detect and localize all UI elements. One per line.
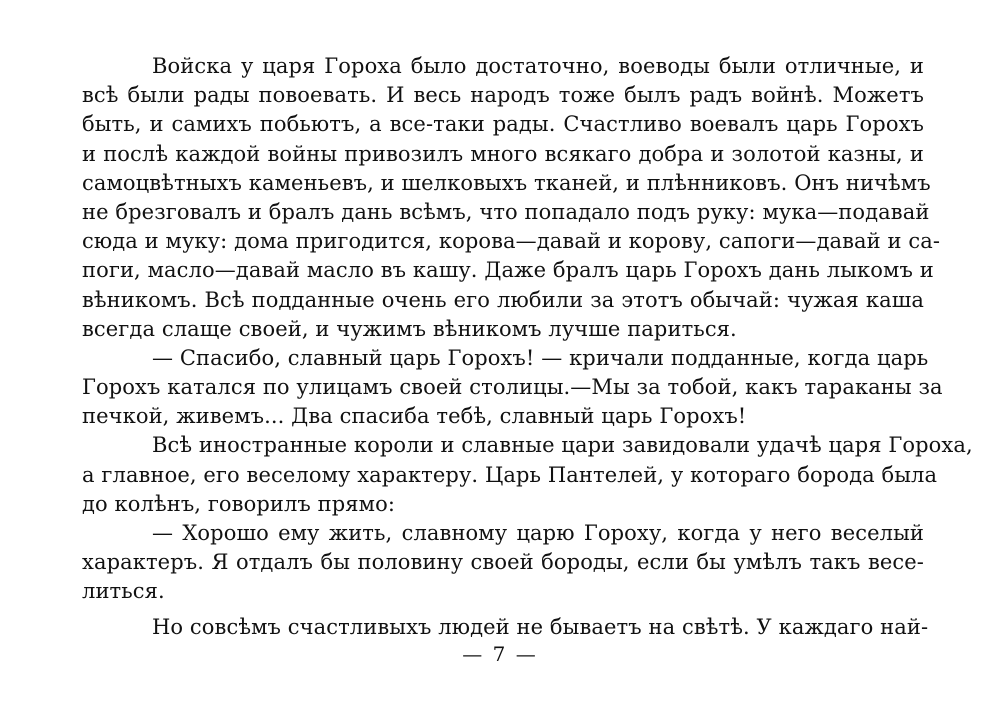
text-line: до колѣнъ, говорилъ прямо: xyxy=(82,491,395,516)
text-line: не брезговалъ и бралъ дань всѣмъ, что попадало подъ руку: мука—подавай xyxy=(82,199,930,224)
text-line: всѣ были рады повоевать. И весь народъ тоже былъ радъ войнѣ. Можетъ xyxy=(82,83,924,108)
text-line: — Хорошо ему жить, славному царю Гороху, когда у него веселый xyxy=(152,521,924,545)
text-line: Горохъ катался по улицамъ своей столицы.—Мы за тобой, какъ тараканы за xyxy=(82,375,943,400)
paragraph xyxy=(82,519,924,607)
text-line: поги, масло—давай масло въ кашу. Даже бралъ царь Горохъ дань лыкомъ и xyxy=(82,258,934,283)
text-line: литься. xyxy=(82,579,165,604)
text-line: всегда слаще своей, и чужимъ вѣникомъ лучше париться. xyxy=(82,316,737,341)
text-line: Всѣ иностранные короли и славные цари завидовали удачѣ царя Гороха, xyxy=(152,433,973,458)
text-line: быть, и самихъ побьютъ, а все-таки рады. Счастливо воевалъ царь Горохъ xyxy=(82,112,924,137)
text-line: сюда и муку: дома пригодится, корова—давай и корову, сапоги—давай и са- xyxy=(82,229,941,254)
text-line: и послѣ каждой войны привозилъ много всякаго добра и золотой казны, и xyxy=(82,141,924,166)
text-line: самоцвѣтныхъ каменьевъ, и шелковыхъ тканей, и плѣнниковъ. Онъ ничѣмъ xyxy=(82,170,931,195)
paragraph xyxy=(82,613,929,642)
text-line: Войска у царя Гороха было достаточно, воеводы были отличные, и xyxy=(152,54,924,78)
page-number: — 7 — xyxy=(462,642,538,666)
text-line: печкой, живемъ... Два спасиба тебѣ, славный царь Горохъ! xyxy=(82,404,747,429)
paragraph xyxy=(82,344,943,432)
text-line: а главное, его веселому характеру. Царь Пантелей, у котораго борода была xyxy=(82,462,938,487)
text-line: характеръ. Я отдалъ бы половину своей бороды, если бы умѣлъ такъ весе- xyxy=(82,550,924,575)
text-line: Но совсѣмъ счастливыхъ людей не бываетъ на свѣтѣ. У каждаго най- xyxy=(152,614,929,639)
paragraph xyxy=(82,431,973,519)
text-line: — Спасибо, славный царь Горохъ! — кричали подданные, когда царь xyxy=(152,345,929,370)
page-body xyxy=(82,52,973,642)
paragraph xyxy=(82,52,941,344)
text-line: вѣникомъ. Всѣ подданные очень его любили за этотъ обычай: чужая каша xyxy=(82,287,924,312)
